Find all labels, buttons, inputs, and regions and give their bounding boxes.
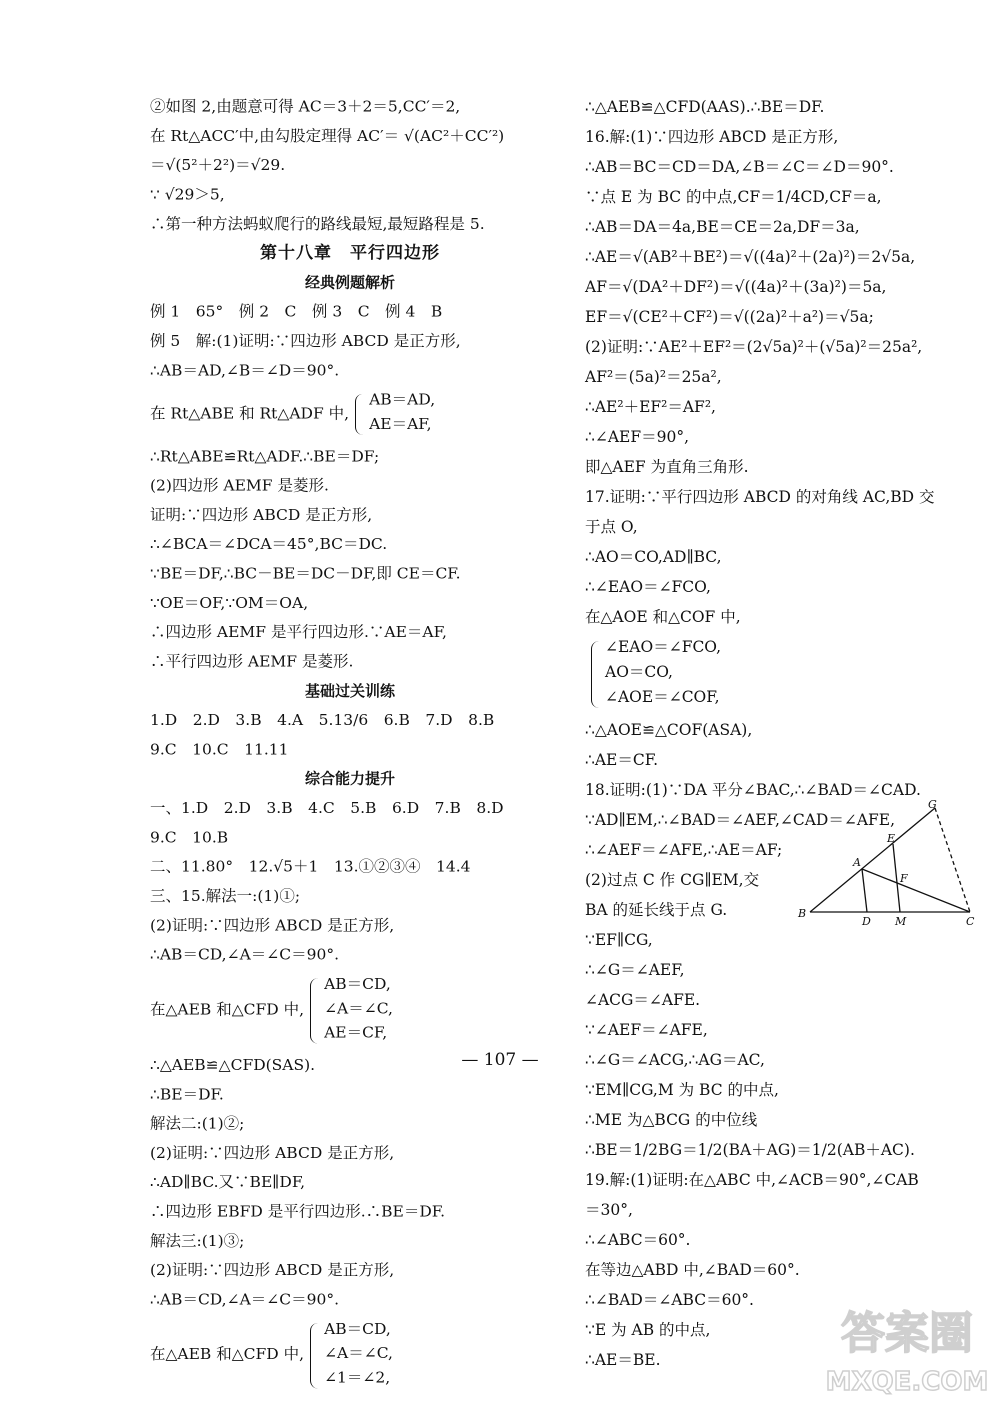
system-equation: AO＝CO, <box>605 662 673 681</box>
line-text: ∴ME 为△BCG 的中位线 <box>585 1111 758 1129</box>
text-line <box>585 1195 985 1225</box>
brace <box>355 394 366 435</box>
text-line <box>150 92 550 121</box>
left-column <box>150 92 550 1395</box>
line-text: ∴平行四边形 AEMF 是菱形. <box>150 652 354 671</box>
line-text: 17.证明:∵平行四边形 ABCD 的对角线 AC,BD 交 <box>585 488 935 506</box>
svg-text:MXQE.COM: MXQE.COM <box>825 1367 989 1397</box>
line-text: ∵点 E 为 BC 的中点,CF＝1/4CD,CF＝a, <box>585 188 882 206</box>
line-text: ＝√(5²＋2²)＝√29. <box>150 156 286 175</box>
equation-system <box>591 635 722 714</box>
line-text: 二、11.80° 12.√5＋1 13.①②③④ 14.4 <box>150 857 471 876</box>
text-line <box>150 647 550 676</box>
text-line <box>150 500 550 529</box>
text-line <box>150 471 550 500</box>
text-line <box>150 209 550 238</box>
line-text: ∵ √29＞5, <box>150 185 225 204</box>
text-line <box>150 793 550 822</box>
text-line <box>150 530 550 559</box>
brace <box>591 641 602 708</box>
line-text: ∠ACG＝∠AFE. <box>585 991 701 1009</box>
section-heading <box>150 268 550 297</box>
line-text: (2)四边形 AEMF 是菱形. <box>150 476 329 495</box>
line-bg <box>810 808 935 912</box>
equation-system <box>310 1317 430 1394</box>
text-line <box>585 1255 985 1285</box>
equation-system <box>355 388 475 441</box>
text-line <box>585 602 985 632</box>
text-line <box>585 1135 985 1165</box>
system-equation: ∠EAO＝∠FCO, <box>605 637 722 656</box>
line-text: ∴∠AEF＝∠AFE,∴AE＝AF; <box>585 841 783 859</box>
line-text: (2)证明:∵四边形 ABCD 是正方形, <box>150 1261 395 1280</box>
system-equation: ∠A＝∠C, <box>324 1344 393 1362</box>
line-text: ∴△AEB≌△CFD(AAS).∴BE＝DF. <box>585 98 825 116</box>
text-line <box>585 242 985 272</box>
line-text: ∴AE＝√(AB²＋BE²)＝√((4a)²＋(2a)²)＝2√5a, <box>585 248 916 266</box>
section-heading <box>150 764 550 793</box>
line-text: ∴AO＝CO,AD∥BC, <box>585 548 722 566</box>
line-text: ∴AB＝DA＝4a,BE＝CE＝2a,DF＝3a, <box>585 218 860 236</box>
text-line <box>150 1168 550 1197</box>
text-line <box>585 362 985 392</box>
text-line <box>150 1285 550 1314</box>
line-text: 例 1 65° 例 2 C 例 3 C 例 4 B <box>150 303 443 321</box>
text-line <box>150 559 550 588</box>
text-line <box>150 297 550 326</box>
line-text: 19.解:(1)证明:在△ABC 中,∠ACB＝90°,∠CAB <box>585 1171 919 1189</box>
line-text: ∴AB＝AD,∠B＝∠D＝90°. <box>150 361 340 380</box>
section-heading <box>150 239 550 268</box>
equation-system <box>310 972 430 1049</box>
line-text: ∴第一种方法蚂蚁爬行的路线最短,最短路程是 5. <box>150 215 485 233</box>
text-line <box>150 852 550 881</box>
line-text: 即△AEF 为直角三角形. <box>585 458 749 476</box>
text-line <box>585 1105 985 1135</box>
line-text: ∴BE＝1/2BG＝1/2(BA＋AG)＝1/2(AB＋AC). <box>585 1141 915 1159</box>
line-text: ∴Rt△ABE≌Rt△ADF.∴BE＝DF; <box>150 447 380 466</box>
line-text: ∴BE＝DF. <box>150 1085 224 1104</box>
text-line <box>150 442 550 471</box>
line-text: ∴∠BCA＝∠DCA＝45°,BC＝DC. <box>150 535 388 554</box>
text-line <box>585 542 985 572</box>
line-text: (2)证明:∵AE²＋EF²＝(2√5a)²＋(√5a)²＝25a², <box>585 338 923 356</box>
line-text: ∴∠ABC＝60°. <box>585 1231 691 1249</box>
text-line <box>150 121 550 150</box>
text-line <box>585 122 985 152</box>
text-line <box>585 392 985 422</box>
line-text: ∴AE²＋EF²＝AF², <box>585 398 716 416</box>
line-text: 解法三:(1)③; <box>150 1232 245 1250</box>
line-text: 在△AEB 和△CFD 中, <box>150 1000 305 1019</box>
system-equation: AE＝CF, <box>324 1023 388 1042</box>
line-text: ∵OE＝OF,∵OM＝OA, <box>150 594 309 612</box>
line-text: ∴四边形 AEMF 是平行四边形.∵AE＝AF, <box>150 623 447 642</box>
line-text: 经典例题解析 <box>304 273 395 292</box>
line-text: 1.D 2.D 3.B 4.A 5.13/6 6.B 7.D 8.B <box>150 711 495 730</box>
text-line <box>150 823 550 852</box>
label-m: M <box>895 915 907 928</box>
line-text: ∴AE＝BE. <box>585 1351 661 1369</box>
line-text: ∴AE＝CF. <box>585 751 658 769</box>
line-text: ＝30°, <box>585 1201 633 1219</box>
text-line <box>150 1197 550 1226</box>
label-b: B <box>798 907 807 920</box>
label-e: E <box>887 832 896 845</box>
line-text: ∵E 为 AB 的中点, <box>585 1321 711 1339</box>
brace <box>310 978 321 1043</box>
text-line <box>150 326 550 355</box>
text-line <box>150 618 550 647</box>
line-text: ∵EF∥CG, <box>585 931 653 949</box>
label-g: G <box>928 800 937 811</box>
text-line <box>150 588 550 617</box>
text-line <box>150 735 550 764</box>
text-line <box>585 955 985 985</box>
text-line <box>585 482 985 512</box>
line-text: (2)过点 C 作 CG∥EM,交 <box>585 871 760 889</box>
text-line <box>585 452 985 482</box>
line-text: 在 Rt△ABE 和 Rt△ADF 中, <box>150 404 350 423</box>
line-text: ∴AB＝BC＝CD＝DA,∠B＝∠C＝∠D＝90°. <box>585 158 894 176</box>
line-text: ∴∠BAD＝∠ABC＝60°. <box>585 1291 754 1309</box>
line-text: 在△AOE 和△COF 中, <box>585 608 741 626</box>
text-line <box>585 422 985 452</box>
line-text: (2)证明:∵四边形 ABCD 是正方形, <box>150 1144 395 1162</box>
line-text: AF²＝(5a)²＝25a², <box>585 368 722 386</box>
text-line <box>150 180 550 209</box>
line-text: BA 的延长线于点 G. <box>585 901 728 919</box>
label-a: A <box>853 856 861 869</box>
line-text: ∵EM∥CG,M 为 BC 的中点, <box>585 1081 779 1099</box>
text-line <box>585 92 985 122</box>
line-text: ∴△AEB≌△CFD(SAS). <box>150 1056 316 1074</box>
line-text: 综合能力提升 <box>304 770 395 788</box>
label-d: D <box>862 915 871 928</box>
system-equation: AB＝CD, <box>324 1319 391 1338</box>
text-line <box>150 1138 550 1167</box>
text-line <box>585 985 985 1015</box>
text-line <box>585 272 985 302</box>
page-number: — 107 — <box>461 1050 539 1070</box>
system-equation: ∠A＝∠C, <box>324 999 393 1017</box>
system-equation: AB＝CD, <box>324 974 391 993</box>
line-text: ∴∠AEF＝90°, <box>585 428 690 446</box>
line-ac <box>862 869 970 912</box>
watermark-logo <box>822 1290 992 1400</box>
line-text: 18.证明:(1)∵DA 平分∠BAC,∴∠BAD＝∠CAD. <box>585 781 921 799</box>
text-line <box>150 1256 550 1285</box>
line-text: ∵∠AEF＝∠AFE, <box>585 1021 708 1039</box>
line-text: 在△AEB 和△CFD 中, <box>150 1345 305 1364</box>
line-text: 在等边△ABD 中,∠BAD＝60°. <box>585 1261 800 1279</box>
line-text: ∵AD∥EM,∴∠BAD＝∠AEF,∠CAD＝∠AFE, <box>585 811 896 829</box>
text-line <box>150 1226 550 1255</box>
text-line <box>585 332 985 362</box>
text-line <box>150 151 550 180</box>
text-line <box>585 512 985 542</box>
text-line <box>585 1015 985 1045</box>
text-line <box>150 1109 550 1138</box>
text-line <box>585 302 985 332</box>
line-text: 解法二:(1)②; <box>150 1114 245 1133</box>
section-heading <box>150 676 550 705</box>
line-text: 于点 O, <box>585 518 638 536</box>
line-text: ∴∠G＝∠ACG,∴AG＝AC, <box>585 1051 765 1069</box>
text-line <box>585 715 985 745</box>
line-text: ∴∠EAO＝∠FCO, <box>585 578 711 596</box>
geometry-figure <box>790 800 990 930</box>
line-text: 16.解:(1)∵四边形 ABCD 是正方形, <box>585 128 839 146</box>
text-line <box>150 385 550 442</box>
line-text: 9.C 10.C 11.11 <box>150 740 289 759</box>
label-c: C <box>966 915 975 928</box>
text-line <box>150 969 550 1050</box>
system-equation: ∠AOE＝∠COF, <box>605 687 720 706</box>
text-line <box>585 1225 985 1255</box>
line-text: ∴AB＝CD,∠A＝∠C＝90°. <box>150 1290 340 1309</box>
line-text: 例 5 解:(1)证明:∵四边形 ABCD 是正方形, <box>150 332 461 350</box>
label-f: F <box>900 872 908 885</box>
text-line <box>585 152 985 182</box>
line-text: 在 Rt△ACC′中,由勾股定理得 AC′＝ √(AC²＋CC′²) <box>150 127 505 145</box>
brace <box>310 1323 321 1388</box>
line-text: 第十八章 平行四边形 <box>260 243 440 263</box>
line-text: 基础过关训练 <box>304 682 395 700</box>
line-ad <box>862 869 867 912</box>
right-column <box>585 92 985 1375</box>
system-equation: ∠1＝∠2, <box>324 1368 391 1387</box>
line-text: ∴△AOE≌△COF(ASA), <box>585 721 753 739</box>
text-line <box>150 911 550 940</box>
line-text: ∵BE＝DF,∴BC－BE＝DC－DF,即 CE＝CF. <box>150 564 461 583</box>
line-text: ∴∠G＝∠AEF, <box>585 961 685 979</box>
text-line <box>150 706 550 735</box>
line-text: (2)证明:∵四边形 ABCD 是正方形, <box>150 916 395 935</box>
line-text: 三、15.解法一:(1)①; <box>150 887 301 905</box>
text-line <box>585 1165 985 1195</box>
line-text: EF＝√(CE²＋CF²)＝√((2a)²＋a²)＝√5a; <box>585 308 874 326</box>
text-line <box>150 881 550 910</box>
line-em <box>893 844 900 912</box>
text-line <box>150 940 550 969</box>
text-line <box>150 1314 550 1395</box>
line-text: 一、1.D 2.D 3.B 4.C 5.B 6.D 7.B 8.D <box>150 799 504 817</box>
text-line <box>585 182 985 212</box>
text-line <box>585 212 985 242</box>
text-line <box>585 1075 985 1105</box>
text-line <box>585 572 985 602</box>
line-gc <box>935 808 970 912</box>
text-line <box>585 745 985 775</box>
text-line <box>150 1080 550 1109</box>
line-text: 证明:∵四边形 ABCD 是正方形, <box>150 506 373 524</box>
system-equation: AE＝AF, <box>369 415 432 433</box>
line-text: ∴AD∥BC.又∵BE∥DF, <box>150 1173 306 1192</box>
text-line <box>585 632 985 715</box>
svg-text:答案圈: 答案圈 <box>841 1308 973 1359</box>
system-equation: AB＝AD, <box>369 390 436 409</box>
line-text: ②如图 2,由题意可得 AC＝3＋2＝5,CC′＝2, <box>150 97 461 116</box>
text-line <box>150 356 550 385</box>
line-text: ∴四边形 EBFD 是平行四边形.∴BE＝DF. <box>150 1202 446 1221</box>
line-text: 9.C 10.B <box>150 828 229 847</box>
line-text: ∴AB＝CD,∠A＝∠C＝90°. <box>150 945 340 964</box>
line-text: AF＝√(DA²＋DF²)＝√((4a)²＋(3a)²)＝5a, <box>585 278 887 296</box>
